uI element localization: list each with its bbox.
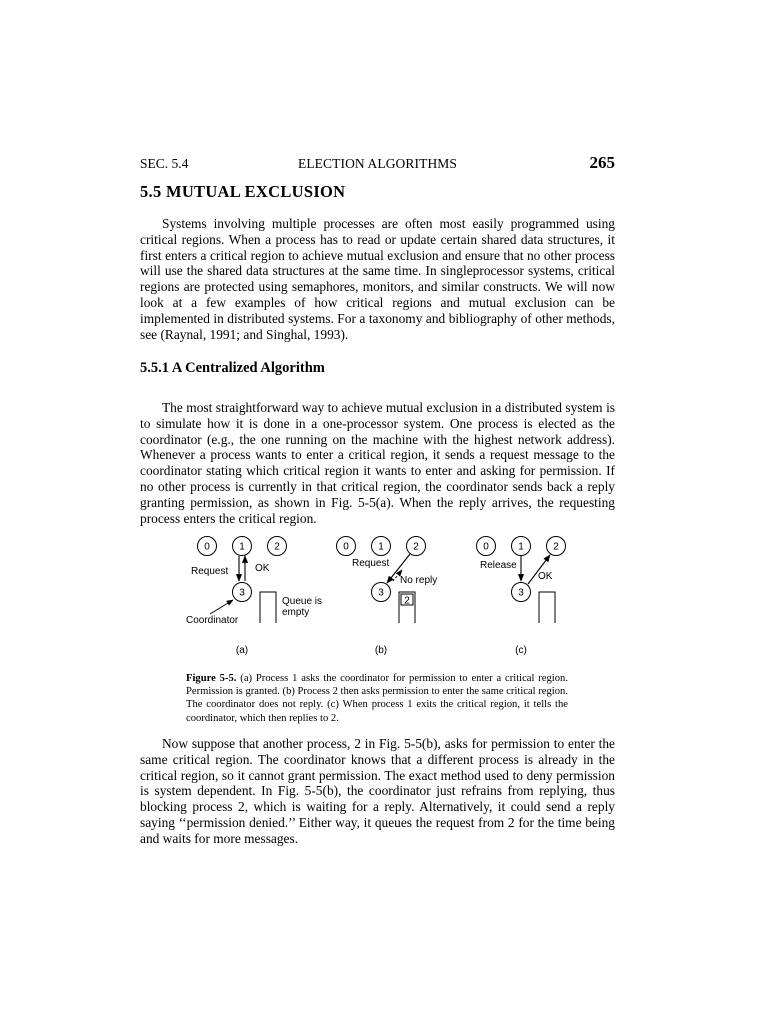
node-label: 2 [553,541,559,553]
queue-label: Queue is [282,596,323,607]
panel-label: (c) [515,645,527,656]
queued-request-label: 2 [404,595,410,607]
node-label: 3 [518,587,524,599]
node-label: 1 [378,541,384,553]
node-label: 0 [204,541,210,553]
paragraph-centralized: The most straightforward way to achieve mutual exclusion in a distributed system is to simulate how it is done in a one-processor system. One process is elected as the coordinator (e.g., the one running on the machine with the highest network address). Whenever a process wants to enter a critical region, it sends a request message to the coordinator stating which critical region it wants to enter and asking for permission. If no other process is currently in that critical region, the coordinator sends back a reply granting permission, as shown in Fig. 5-5(a). When the reply arrives, the requesting process enters the critical region. [140,400,615,526]
node-0 [337,537,356,556]
coordinator-pointer-arrow [210,600,233,614]
request-label: Request [352,558,390,569]
node-label: 2 [413,541,419,553]
figure-caption [186,672,568,725]
node-3-coordinator [233,583,252,602]
running-head [140,153,615,176]
node-label: 1 [239,541,245,553]
node-2 [407,537,426,556]
node-1 [372,537,391,556]
node-label: 2 [274,541,280,553]
running-head-title: ELECTION ALGORITHMS [297,156,457,171]
node-0 [477,537,496,556]
node-3-coordinator [512,583,531,602]
panel-label: (a) [235,645,249,656]
queue-box [260,592,276,623]
figure-5-5 [180,530,580,660]
node-label: 1 [518,541,524,553]
node-1 [233,537,252,556]
panel-a [186,537,322,657]
node-0 [198,537,217,556]
page-number: 265 [589,153,615,172]
caption-label: Figure 5-5. [186,673,237,684]
node-1 [512,537,531,556]
queue-label: empty [282,607,310,618]
paragraph-intro: Systems involving multiple processes are often most easily programmed using critical regions. When a process has to read or update certain shared data structures, it first enters a critical region to achieve mutual exclusion and ensure that no other process will use the shared data structures at the same time. In singleprocessor systems, critical regions are protected using semaphores, monitors, and similar constructs. We will now look at a few examples of how critical regions and mutual exclusion can be implemented in distributed systems. For a taxonomy and bibliography of other methods, see (Raynal, 1991; and Singhal, 1993). [140,216,615,342]
queue-box [539,592,555,623]
section-heading: 5.5 MUTUAL EXCLUSION [140,182,346,201]
request-label: Request [191,566,229,577]
ok-label: OK [255,563,270,574]
node-label: 0 [343,541,349,553]
ok-label: OK [538,571,553,582]
node-3-coordinator [372,583,391,602]
panel-b [337,537,438,657]
node-label: 0 [483,541,489,553]
node-label: 3 [239,587,245,599]
node-2 [547,537,566,556]
coordinator-label: Coordinator [186,615,239,626]
release-label: Release [480,560,517,571]
figure-diagram [180,530,580,660]
subsection-heading: 5.5.1 A Centralized Algorithm [140,360,325,376]
running-head-section: SEC. 5.4 [140,156,189,171]
caption-text: (a) Process 1 asks the coordinator for permission to enter a critical region. Permission is granted. (b) Process 2 then asks permission to enter the same critical region. The coordinator does not reply. (c) When process 1 exits the critical region, it tells the coordinator, which then replies to 2. [186,673,568,724]
panel-c [477,537,566,657]
node-2 [268,537,287,556]
paragraph-coordinator-denial: Now suppose that another process, 2 in Fig. 5-5(b), asks for permission to enter the same critical region. The coordinator knows that a different process is already in the critical region, so it cannot grant permission. The exact method used to deny permission is system dependent. In Fig. 5-5(b), the coordinator just refrains from replying, thus blocking process 2, which is waiting for a reply. Alternatively, it could send a reply saying ‘‘permission denied.’’ Either way, it queues the request from 2 for the time being and waits for more messages. [140,736,615,846]
node-label: 3 [378,587,384,599]
no-reply-label: No reply [400,575,438,586]
panel-label: (b) [374,645,388,656]
